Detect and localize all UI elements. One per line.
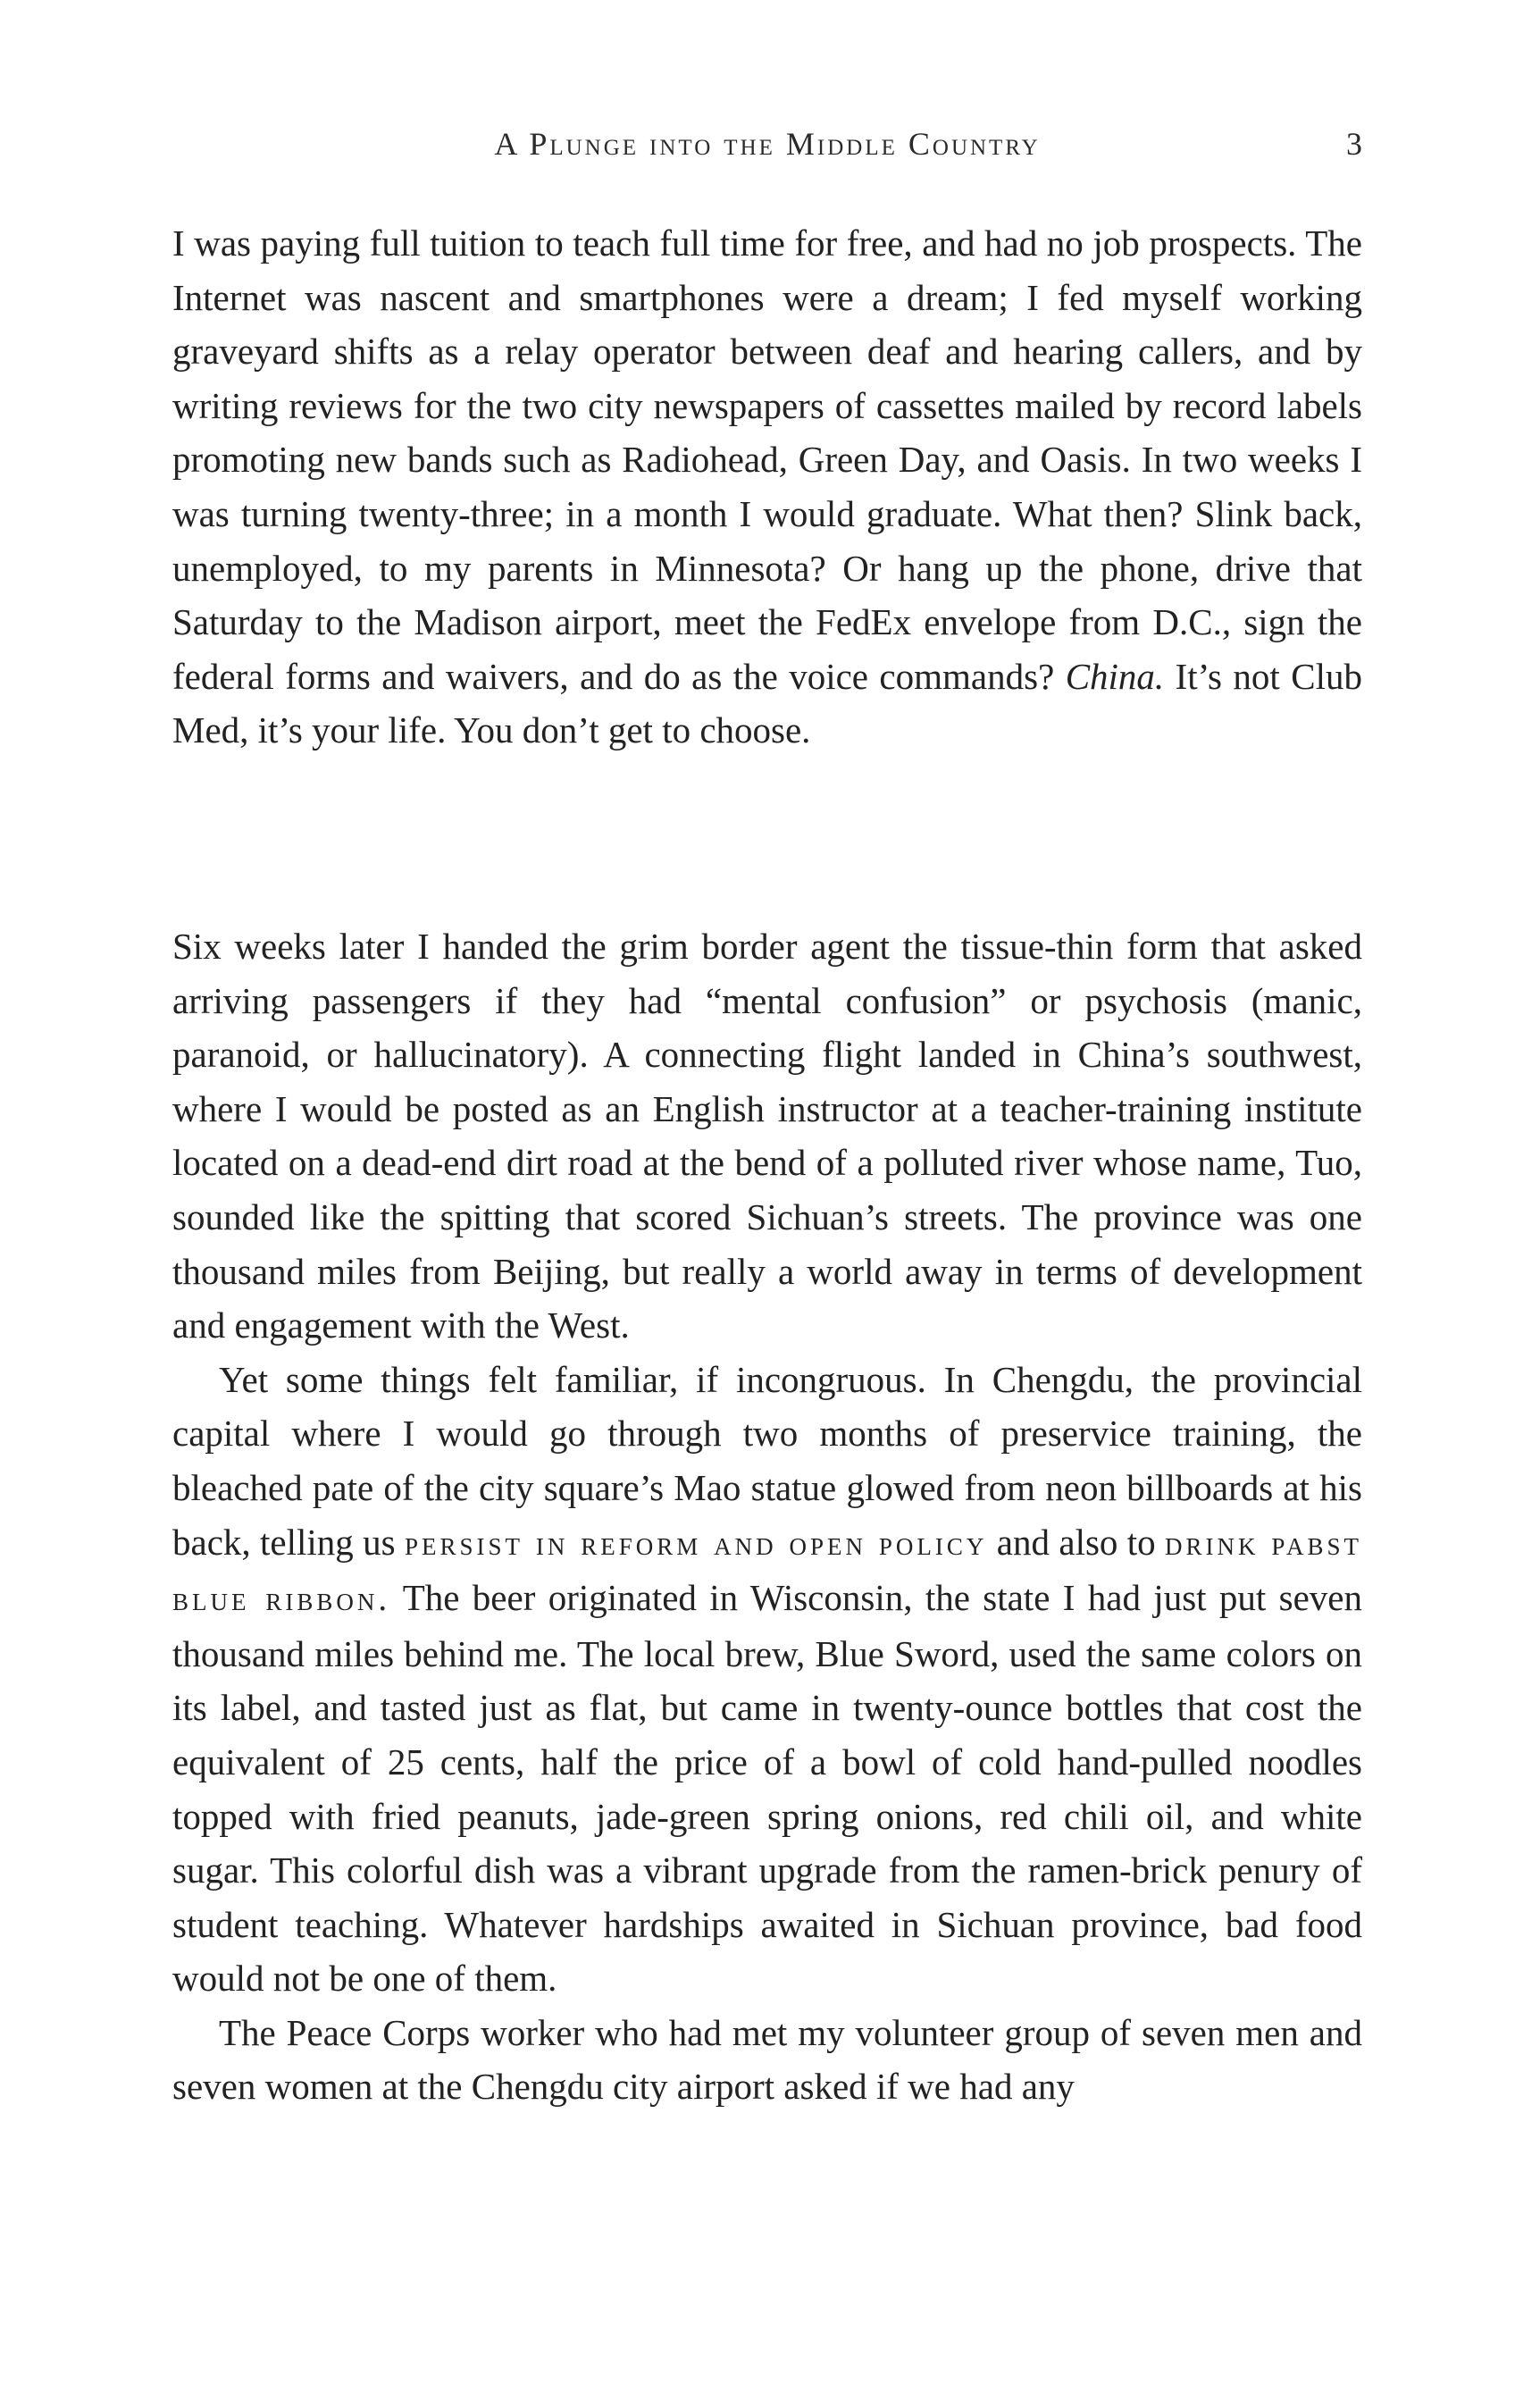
- billboard-slogan-1: persist in reform and open policy: [404, 1523, 988, 1563]
- paragraph-3-text-a: Yet some things felt familiar, if incongruous. In Chengdu, the provincial capital where I would go through two months of preservice training, the bleached pate of the city square’s Mao statue glowed from neon billboards at his back, telling us: [172, 1358, 1362, 1563]
- paragraph-1: [172, 216, 1362, 758]
- paragraph-1-text-a: I was paying full tuition to teach full time for free, and had no job prospects. The Internet was nascent and smartphones were a dream; I fed myself working graveyard shifts as a relay operator between deaf and hearing callers, and by writing reviews for the two city newspapers of cassettes mailed by record labels promoting new bands such as Radiohead, Green Day, and Oasis. In two weeks I was turning twenty-three; in a month I would graduate. What then? Slink back, unemployed, to my parents in Minnesota? Or hang up the phone, drive that Saturday to the Madison airport, meet the FedEx envelope from D.C., sign the federal forms and waivers, and do as the voice commands?: [172, 222, 1362, 697]
- paragraph-3: [172, 1353, 1362, 2006]
- paragraph-1-italic: China.: [1065, 655, 1165, 697]
- paragraph-3-text-b: and also to: [987, 1521, 1166, 1563]
- text-block-new-section: [172, 919, 1362, 2114]
- text-block-continuation: [172, 216, 1362, 758]
- running-title: A Plunge into the Middle Country: [494, 126, 1041, 162]
- paragraph-3-text-c: The beer originated in Wisconsin, the state I had just put seven thousand miles behind me. The local brew, Blue Sword, used the same colors on its label, and tasted just as flat, but came in twenty-ounce bottles that cost the equivalent of 25 cents, half the price of a bowl of cold hand-pulled noodles topped with fried peanuts, jade-green spring onions, red chili oil, and white sugar. This colorful dish was a vibrant upgrade from the ramen-brick penury of student teaching. Whatever hardships awaited in Sichuan province, bad food would not be one of them.: [172, 1577, 1362, 2000]
- paragraph-1-text-b: It’s not Club Med, it’s your life. You don’t get to choose.: [172, 655, 1362, 751]
- billboard-slogan-2: drink pabst blue ribbon.: [172, 1523, 1362, 1619]
- running-head: [172, 125, 1362, 179]
- paragraph-4: The Peace Corps worker who had met my volunteer group of seven men and seven women at the Chengdu city airport asked if we had any: [172, 2011, 1362, 2108]
- paragraph-2: Six weeks later I handed the grim border agent the tissue-thin form that asked arriving passengers if they had “mental confusion” or psychosis (manic, paranoid, or hallucinatory). A connecting flight landed in China’s southwest, where I would be posted as an English instructor at a teacher-training institute located on a dead-end dirt road at the bend of a polluted river whose name, Tuo, sounded like the spitting that scored Sichuan’s streets. The province was one thousand miles from Beijing, but really a world away in terms of development and engagement with the West.: [172, 926, 1362, 1346]
- page-number: 3: [1346, 126, 1362, 162]
